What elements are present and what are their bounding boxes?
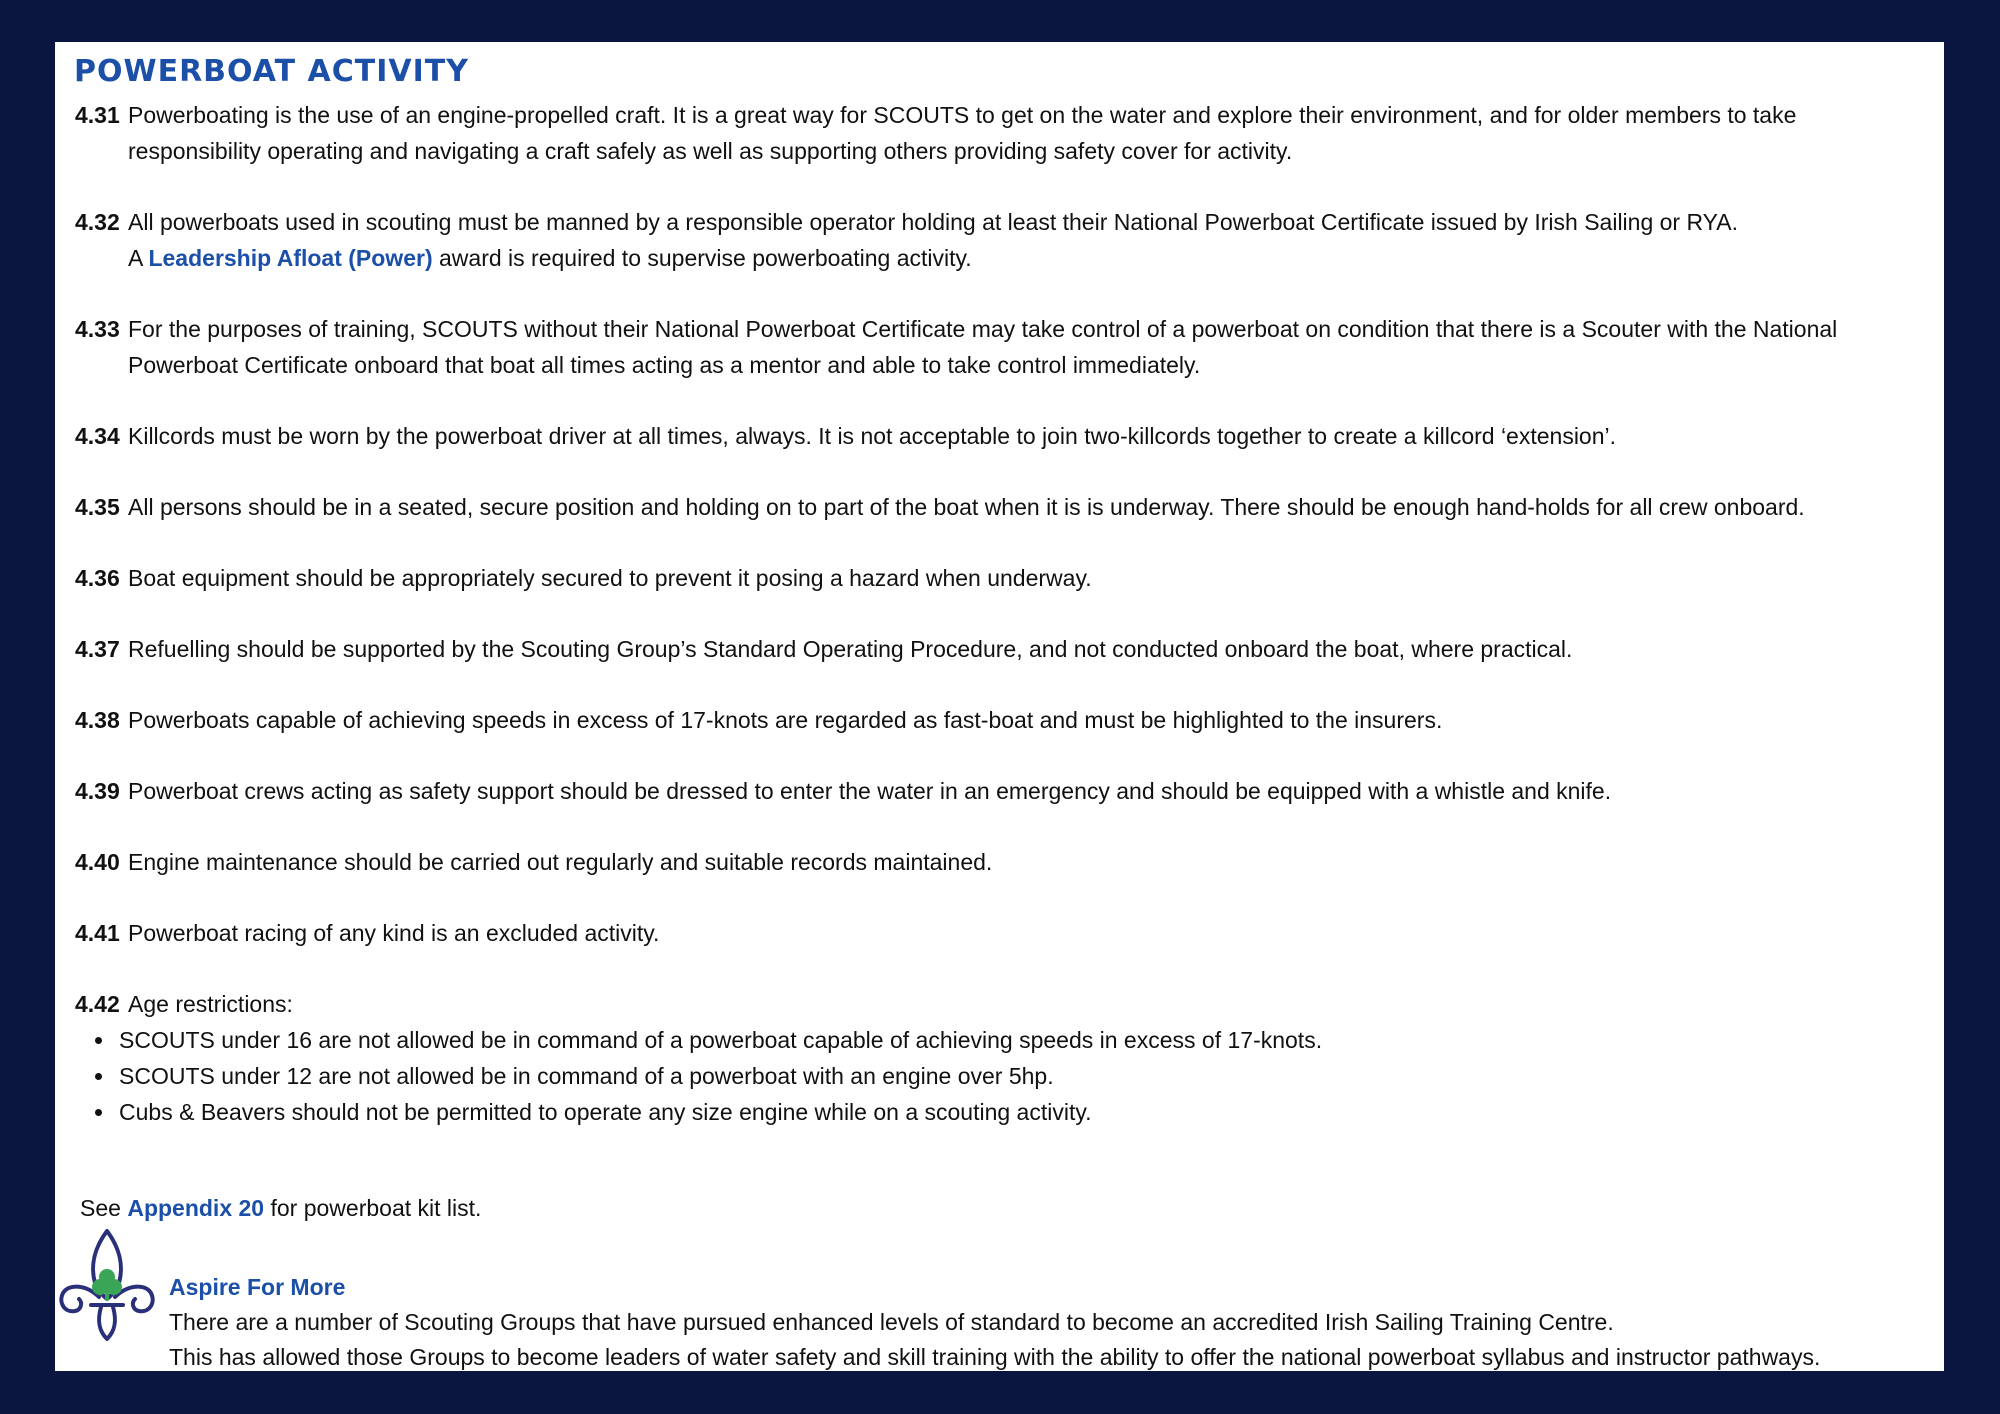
clause-number: 4.38 [75,707,120,733]
clause-4-42 [75,986,1925,1022]
clause-text: Powerboat crews acting as safety support should be dressed to enter the water in an emergency and should be equipped with a whistle and knife. [128,778,1612,804]
clause-text: Powerboat racing of any kind is an excluded activity. [128,920,660,946]
clause-4-34 [75,418,1925,454]
list-item: SCOUTS under 12 are not allowed be in command of a powerboat with an engine over 5hp. [75,1058,1925,1094]
clause-number: 4.33 [75,316,120,342]
clause-number: 4.39 [75,778,120,804]
clause-number: 4.42 [75,991,120,1017]
clause-4-38 [75,702,1925,738]
clause-number: 4.37 [75,636,120,662]
clause-text: All powerboats used in scouting must be manned by a responsible operator holding at least their National Powerboat Certificate issued by Irish Sailing or RYA. A Leadership Afloat (Power) award is required to supervise powerboating activity. [128,209,1739,271]
clause-number: 4.41 [75,920,120,946]
aspire-line-2: This has allowed those Groups to become leaders of water safety and skill training with the ability to offer the national powerboat syllabus and instructor pathways. [169,1344,1821,1370]
clause-text: Boat equipment should be appropriately secured to prevent it posing a hazard when underway. [128,565,1092,591]
aspire-line-1: There are a number of Scouting Groups that have pursued enhanced levels of standard to become an accredited Irish Sailing Training Centre. [169,1309,1614,1335]
list-item: SCOUTS under 16 are not allowed be in command of a powerboat capable of achieving speeds in excess of 17-knots. [75,1022,1925,1058]
clause-4-33 [75,311,1925,383]
clause-text: All persons should be in a seated, secure position and holding on to part of the boat when it is is underway. There should be enough hand-holds for all crew onboard. [128,494,1805,520]
clause-text: Age restrictions: [128,991,293,1017]
clause-4-41 [75,915,1925,951]
clause-text: Powerboating is the use of an engine-propelled craft. It is a great way for SCOUTS to get on the water and explore their environment, and for older members to take responsibility operating and navigating a craft safely as well as supporting others providing safety cover for activity. [128,102,1797,164]
clause-4-32 [75,204,1925,276]
clause-4-35 [75,489,1925,525]
clause-4-40 [75,844,1925,880]
clause-text: For the purposes of training, SCOUTS without their National Powerboat Certificate may take control of a powerboat on condition that there is a Scouter with the National Powerboat Certificate onboard that boat all times acting as a mentor and able to take control immediately. [128,316,1838,378]
clause-4-39 [75,773,1925,809]
appendix-reference: See Appendix 20 for powerboat kit list. [80,1195,482,1221]
page-title: POWERBOAT ACTIVITY [74,54,469,89]
leadership-afloat-link[interactable]: Leadership Afloat (Power) [148,245,433,271]
clause-number: 4.36 [75,565,120,591]
clause-text: Refuelling should be supported by the Scouting Group’s Standard Operating Procedure, and not conducted onboard the boat, where practical. [128,636,1573,662]
aspire-for-more-box [169,1270,1939,1371]
clause-number: 4.40 [75,849,120,875]
aspire-heading: Aspire For More [169,1274,346,1300]
clause-4-31 [75,97,1925,169]
bullet-icon [95,1109,102,1116]
clause-4-37 [75,631,1925,667]
appendix-20-link[interactable]: Appendix 20 [127,1195,265,1221]
bullet-icon [95,1037,102,1044]
clause-text: Powerboats capable of achieving speeds in excess of 17-knots are regarded as fast-boat and must be highlighted to the insurers. [128,707,1443,733]
bullet-icon [95,1073,102,1080]
document-page [55,42,1944,1371]
list-item: Cubs & Beavers should not be permitted to operate any size engine while on a scouting activity. [75,1094,1925,1130]
clause-number: 4.35 [75,494,120,520]
clause-number: 4.32 [75,209,120,235]
scouting-fleur-de-lis-logo [57,1227,157,1342]
clause-text: Killcords must be worn by the powerboat driver at all times, always. It is not acceptable to join two-killcords together to create a killcord ‘extension’. [128,423,1617,449]
clause-text: Engine maintenance should be carried out regularly and suitable records maintained. [128,849,993,875]
clause-number: 4.31 [75,102,120,128]
clause-number: 4.34 [75,423,120,449]
clause-4-36 [75,560,1925,596]
age-restriction-list [75,1022,1925,1130]
